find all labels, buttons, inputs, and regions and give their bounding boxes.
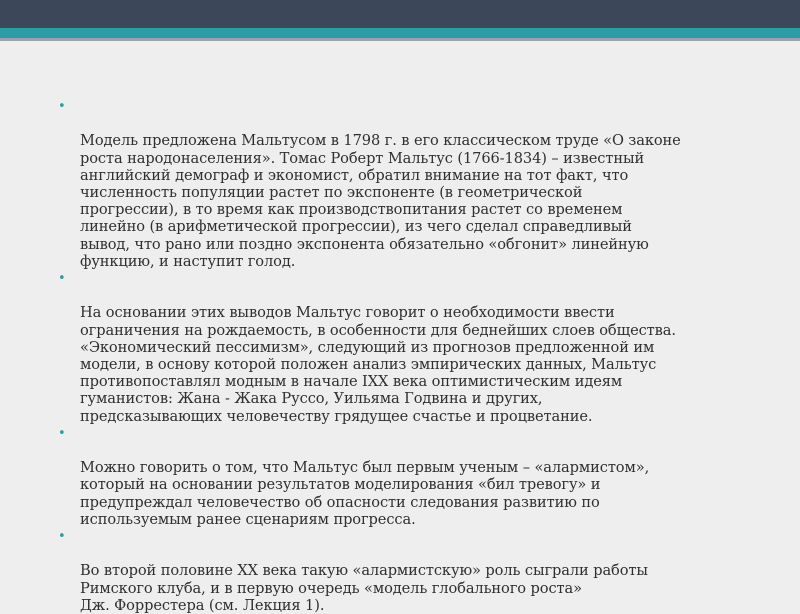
bullet-icon: • [58, 99, 66, 114]
bullet-text: Можно говорить о том, что Мальтус был первым ученым – «алармистом», который на основании результатов моделирования «бил тревогу» и предупреждал человечество об опасности следования развитию по используемым ранее сценариям прогресса. [80, 459, 650, 528]
header-bar-dark [0, 0, 800, 28]
bullet-item-birth-limits [56, 270, 746, 425]
bullet-text: Во второй половине ХХ века такую «алармистскую» роль сыграли работы Римского клуба, и в первую очередь «модель глобального роста» Дж. Форрестера (см. Лекция 1). [80, 562, 648, 614]
bullet-item-alarmist [56, 425, 746, 528]
bullet-text: Модель предложена Мальтусом в 1798 г. в его классическом труде «О законе роста народонаселения». Томас Роберт Мальтус (1766-1834) – известный английский демограф и экономист, обратил внимание на тот факт, что численность популяции растет по экспоненте (в геометрической прогрессии), в то время как производствопитания растет со временем линейно (в арифметической прогрессии), из чего сделал справедливый вывод, что рано или поздно экспонента обязательно «обгонит» линейную функцию, и наступит голод. [80, 132, 681, 270]
bullet-icon: • [58, 425, 66, 441]
bullet-icon: • [58, 529, 66, 545]
bullet-text: На основании этих выводов Мальтус говорит о необходимости ввести ограничения на рождаемость, в особенности для беднейших слоев общества. «Экономический пессимизм», следующий из прогнозов предложенной им модели, в основу которой положен анализ эмпирических данных, Мальтус противопоставлял модным в начале IХХ века оптимистическим идеям гуманистов: Жана - Жака Руссо, Уильяма Годвина и других, предсказывающих человечеству грядущее счастье и процветание. [80, 304, 676, 425]
header-bar-rule [0, 38, 800, 41]
slide-body [56, 98, 746, 614]
bullet-icon: • [58, 271, 66, 287]
header-bar-accent [0, 28, 800, 38]
bullet-list [56, 98, 746, 614]
bullet-item-club-of-rome [56, 528, 746, 614]
bullet-item-malthus-model [56, 98, 746, 270]
